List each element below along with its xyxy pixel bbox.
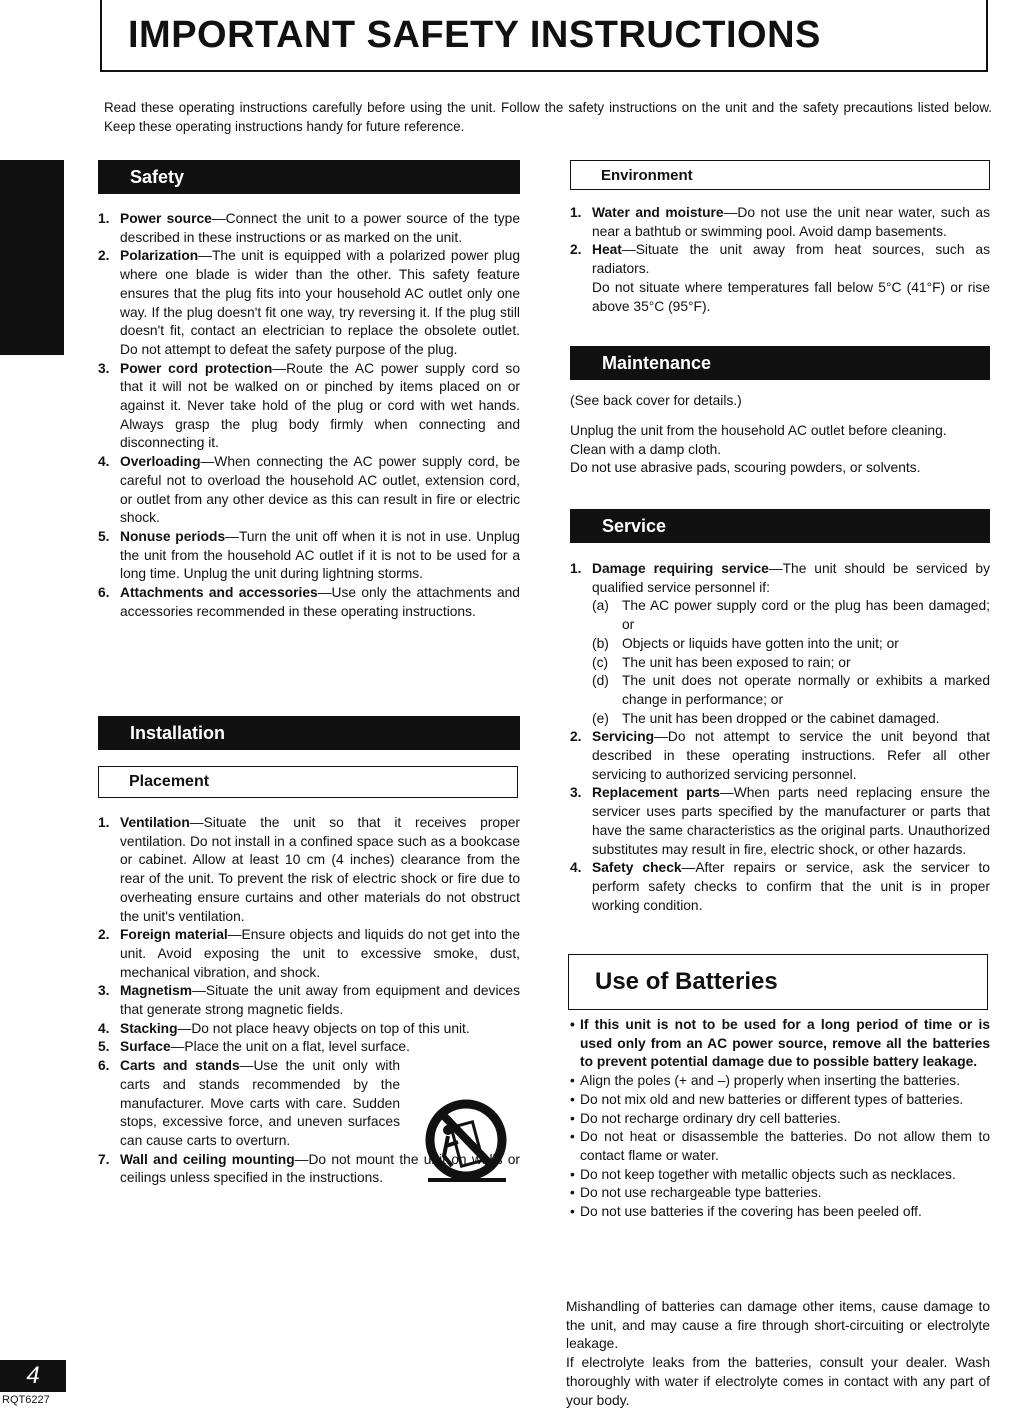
sub-list-item: (e) The unit has been dropped or the cabinet damaged. [592, 710, 940, 726]
safety-list [98, 210, 520, 621]
cart-tipover-warning-icon [418, 1096, 516, 1192]
maintenance-body [570, 422, 990, 478]
list-item: • Do not mix old and new batteries or different types of batteries. [570, 1091, 990, 1110]
list-item: • Do not use batteries if the covering has been peeled off. [570, 1203, 990, 1222]
intro-paragraph: Read these operating instructions carefully before using the unit. Follow the safety instructions on the unit and the safety precautions listed below. Keep these operating instructions handy for future reference. [104, 100, 992, 134]
list-item: 7. Wall and ceiling mounting—Do not mount the unit on walls or ceilings unless specified in the instructions. [98, 1151, 520, 1186]
list-item: • Do not heat or disassemble the batteries. Do not allow them to contact flame or water. [570, 1128, 990, 1165]
environment-list [570, 204, 990, 316]
sub-list-item: (a) The AC power supply cord or the plug has been damaged; or [592, 598, 990, 633]
list-item: 2. Foreign material—Ensure objects and liquids do not get into the unit. Avoid exposing the unit to excessive smoke, dust, mechanical vibration, and shock. [98, 927, 521, 980]
list-item: • If this unit is not to be used for a long period of time or is used only from an AC power source, remove all the batteries to prevent potential damage due to possible battery leakage. [570, 1016, 990, 1072]
list-item: 1. Damage requiring service—The unit should be serviced by qualified service personnel if: (a) The AC power supply cord or the plug has been damaged; or (b) Objects or liquids have gotten into the unit; or (c) The unit has been exposed to rain; or (d) The unit does not operate normally or exhibits a marked change in performance; or (e) The unit has been dropped or the cabinet damaged. [570, 560, 990, 728]
batteries-closing-line: If electrolyte leaks from the batteries, consult your dealer. Wash thoroughly with water if electrolyte comes in contact with any part of your body. [566, 1355, 990, 1408]
maintenance-note: (See back cover for details.) [570, 393, 742, 408]
page-title: IMPORTANT SAFETY INSTRUCTIONS [128, 14, 821, 56]
list-item: 4. Safety check—After repairs or service, ask the servicer to perform safety checks to confirm that the unit is in proper working condition. [570, 860, 990, 913]
list-item: • Align the poles (+ and –) properly when inserting the batteries. [570, 1072, 990, 1091]
list-item: 6. Carts and stands—Use the unit only with carts and stands recommended by the manufacturer. Move carts with care. Sudden stops, excessive force, and uneven surfaces can cause carts to overturn. [98, 1058, 400, 1148]
installation-heading: Installation [98, 716, 520, 750]
batteries-list [570, 1016, 990, 1222]
list-item: 3. Replacement parts—When parts need replacing ensure the servicer uses parts specified by the manufacturer or parts that have the same characteristics as the original parts. Unauthorized substitutes may result in fire, electric shock, or other hazards. [570, 785, 990, 857]
maintenance-line: Unplug the unit from the household AC outlet before cleaning. [570, 423, 947, 438]
page-number: 4 [0, 1360, 66, 1392]
safety-heading: Safety [98, 160, 520, 194]
sub-list-item: (d) The unit does not operate normally or exhibits a marked change in performance; or [592, 673, 990, 707]
list-item: 1. Water and moisture—Do not use the unit near water, such as near a bathtub or swimming pool. Avoid damp basements. [570, 205, 990, 239]
list-item: 4. Stacking—Do not place heavy objects on top of this unit. [98, 1020, 470, 1036]
environment-heading: Environment [570, 160, 990, 190]
list-item: • Do not keep together with metallic objects such as necklaces. [570, 1166, 990, 1185]
sub-list-item: (b) Objects or liquids have gotten into the unit; or [592, 635, 899, 651]
list-item: 5. Surface—Place the unit on a flat, level surface. [98, 1039, 410, 1055]
list-item: 5. Nonuse periods—Turn the unit off when it is not in use. Unplug the unit from the household AC outlet if it is not to be used for a long time. Unplug the unit during lightning storms. [98, 528, 520, 582]
list-item: 3. Power cord protection—Route the AC power supply cord so that it will not be walked on or pinched by items placed on or against it. Never take hold of the plug or cord with wet hands. Always grasp the plug body firmly when connecting and disconnecting it. [98, 360, 520, 451]
list-item: 2. Heat—Situate the unit away from heat sources, such as radiators. Do not situate where temperatures fall below 5°C (41°F) or rise above 35°C (95°F). [570, 242, 990, 314]
batteries-heading: Use of Batteries [568, 954, 988, 1010]
sub-list-item: (c) The unit has been exposed to rain; or [592, 654, 851, 670]
batteries-closing-line: Mishandling of batteries can damage other items, cause damage to the unit, and may cause a fire through short-circuiting or electrolyte leakage. [566, 1299, 990, 1352]
placement-subheading: Placement [98, 766, 518, 798]
list-item: • Do not recharge ordinary dry cell batteries. [570, 1110, 990, 1129]
service-list [570, 560, 990, 915]
maintenance-line: Clean with a damp cloth. [570, 441, 722, 457]
service-heading: Service [570, 509, 990, 543]
side-tab-label: Before use [26, 242, 45, 330]
list-item: 4. Overloading—When connecting the AC power supply cord, be careful not to overload the household AC outlet, extension cord, or outlet from any other device as this can result in fire or electric shock. [98, 454, 520, 526]
list-item: • Do not use rechargeable type batteries. [570, 1184, 990, 1203]
list-item: 1. Ventilation—Situate the unit so that it receives proper ventilation. Do not install in a confined space such as a bookcase or cabinet. Allow at least 10 cm (4 inches) clearance from the rear of the unit. To prevent the risk of electric shock or fire due to overheating ensure curtains and other materials do not obstruct the unit's ventilation. [98, 815, 520, 924]
list-item: 2. Polarization—The unit is equipped with a polarized power plug where one blade is wider than the other. This safety feature ensures that the plug fits into your household AC outlet only one way. If the plug doesn't fit one way, try reversing it. If the plug still doesn't fit, contact an electrician to replace the obsolete outlet. Do not attempt to defeat the safety purpose of the plug. [98, 248, 520, 357]
document-code: RQT6227 [2, 1394, 50, 1406]
list-item: 1. Power source—Connect the unit to a power source of the type described in these instructions or as marked on the unit. [98, 211, 521, 245]
list-item: 2. Servicing—Do not attempt to service the unit beyond that described in these operating instructions. Refer all other servicing to authorized servicing personnel. [570, 729, 990, 782]
list-item: 6. Attachments and accessories—Use only the attachments and accessories recommended in these operating instructions. [98, 585, 520, 619]
list-item: 3. Magnetism—Situate the unit away from equipment and devices that generate strong magnetic fields. [98, 983, 520, 1018]
maintenance-heading: Maintenance [570, 346, 990, 380]
service-sublist [592, 597, 990, 728]
batteries-closing [566, 1298, 990, 1410]
maintenance-line: Do not use abrasive pads, scouring powders, or solvents. [570, 460, 921, 476]
